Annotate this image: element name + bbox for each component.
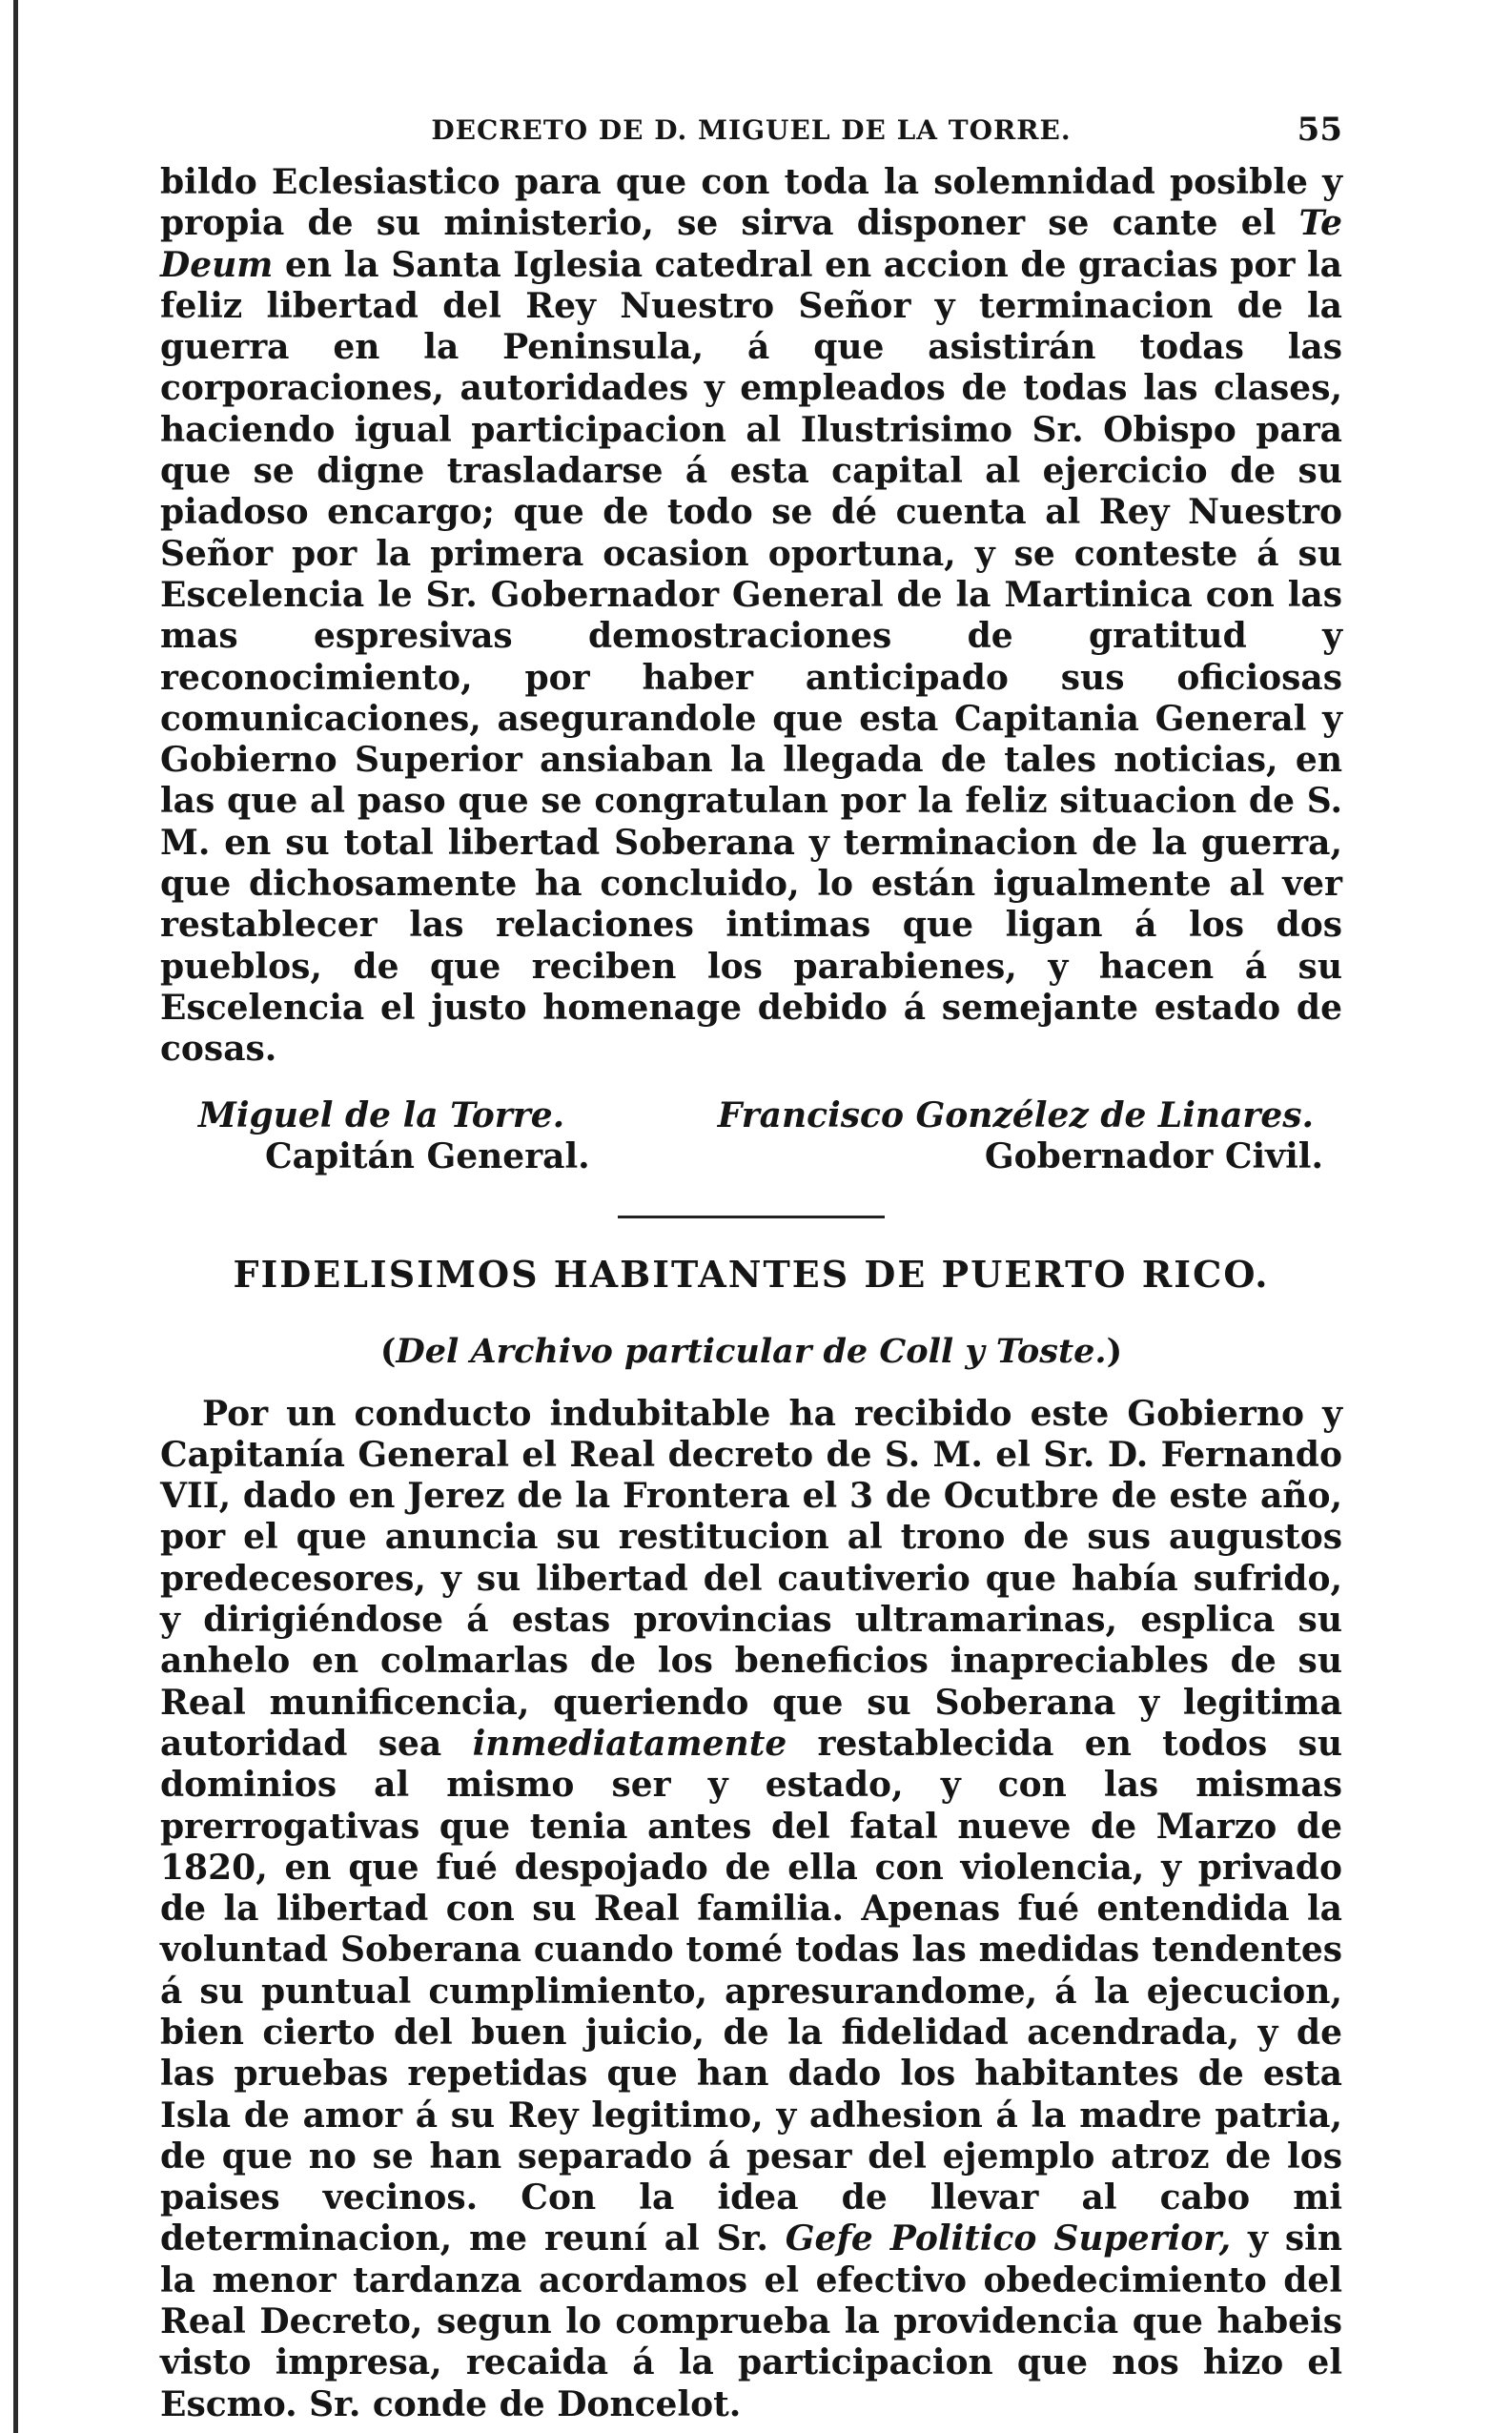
page-edge-line — [13, 0, 18, 2433]
paragraph-text-segment: bildo Eclesiastico para que con toda la solemnidad posible y propia de su ministerio, se sirva disponer se cante el — [160, 162, 1342, 244]
italic-gefe-politico: Gefe Politico Superior, — [785, 2218, 1232, 2259]
paragraph-text-segment: en la Santa Iglesia catedral en accion de gracias por la feliz libertad del Rey Nuestro Señor y terminacion de la guerra en la Peninsula, á que asistirán todas las corporaciones, autoridades y empleados de todas las clases, haciendo igual participacion al Ilustrisimo Sr. Obispo para que se digne trasladarse á esta capital al ejercicio de su piadoso encargo; que de todo se dé cuenta al Rey Nuestro Señor por la primera ocasion oportuna, y se conteste á su Escelencia le Sr. Gobernador General de la Martinica con las mas espresivas demostraciones de gratitud y reconocimiento, por haber anticipado sus oficiosas comunicaciones, asegurandole que esta Capitania General y Gobierno Superior ansiaban la llegada de tales noticias, en las que al paso que se congratulan por la feliz situacion de S. M. en su total libertad Soberana y terminacion de la guerra, que dichosamente ha concluido, lo están igualmente al ver restablecer las relaciones intimas que ligan á los dos pueblos, de que reciben los parabienes, y hacen á su Escelencia el justo homenage debido á semejante estado de cosas. — [160, 244, 1342, 1070]
running-title: DECRETO DE D. MIGUEL DE LA TORRE. — [431, 114, 1072, 146]
signature-left — [198, 1095, 590, 1177]
paragraph-text-segment: restablecida en todos su dominios al mismo ser y estado, y con las mismas prerrogativas que tenia antes del fatal nueve de Marzo de 1820, en que fué despojado de ella con violencia, y privado de la libertad con su Real familia. Apenas fué entendida la voluntad Soberana cuando tomé todas las medidas tendentes á su puntual cumplimiento, apresurandome, á la ejecucion, bien cierto del buen juicio, de la fidelidad acendrada, y de las pruebas repetidas que han dado los habitantes de esta Isla de amor á su Rey legitimo, y adhesion á la madre patria, de que no se han separado á pesar del ejemplo atroz de los paises vecinos. Con la idea de llevar al cabo mi determinacion, me reuní al Sr. — [160, 1723, 1342, 2259]
source-paren-close: ) — [1106, 1331, 1123, 1371]
source-note — [160, 1332, 1342, 1371]
signature-name-left: Miguel de la Torre. — [198, 1094, 565, 1135]
paragraph-proclamation-text — [160, 1394, 1342, 2425]
proclamation-body — [160, 1394, 1342, 2425]
signature-block — [160, 1095, 1342, 1181]
paragraph-text-segment: y sin la menor tardanza acordamos el efectivo obedecimiento del Real Decreto, segun lo comprueba la providencia que habeis visto impresa, recaida á la participacion que nos hizo el Escmo. Sr. conde de Doncelot. — [160, 2218, 1342, 2424]
source-paren-open: ( — [379, 1331, 397, 1371]
signature-right — [708, 1095, 1323, 1177]
section-title: FIDELISIMOS HABITANTES DE PUERTO RICO. — [233, 1252, 1270, 1296]
italic-inmediatamente: inmediatamente — [472, 1723, 787, 1764]
section-divider — [618, 1216, 885, 1218]
signature-name-right: Francisco Gonzélez de Linares. — [717, 1094, 1315, 1135]
decree-body — [160, 162, 1342, 1071]
page-header — [160, 105, 1342, 162]
italic-te-deum: Te Deum — [160, 203, 1342, 285]
source-citation: Del Archivo particular de Coll y Toste. — [396, 1331, 1107, 1371]
signature-role-right: Gobernador Civil. — [984, 1135, 1323, 1176]
book-page — [160, 105, 1342, 2425]
paragraph-decree-text — [160, 162, 1342, 1071]
page-number: 55 — [1297, 111, 1342, 149]
paragraph-text-segment: Por un conducto indubitable ha recibido este Gobierno y Capitanía General el Real decreto de S. M. el Sr. D. Fernando VII, dado en Jerez de la Frontera el 3 de Ocutbre de este año, por el que anuncia su restitucion al trono de sus augustos predecesores, y su libertad del cautiverio que había sufrido, y dirigiéndose á estas provincias ultramarinas, esplica su anhelo en colmarlas de los beneficios inapreciables de su Real munificencia, queriendo que su Soberana y legitima autoridad sea — [160, 1393, 1342, 1764]
signature-role-left: Capitán General. — [265, 1135, 590, 1176]
